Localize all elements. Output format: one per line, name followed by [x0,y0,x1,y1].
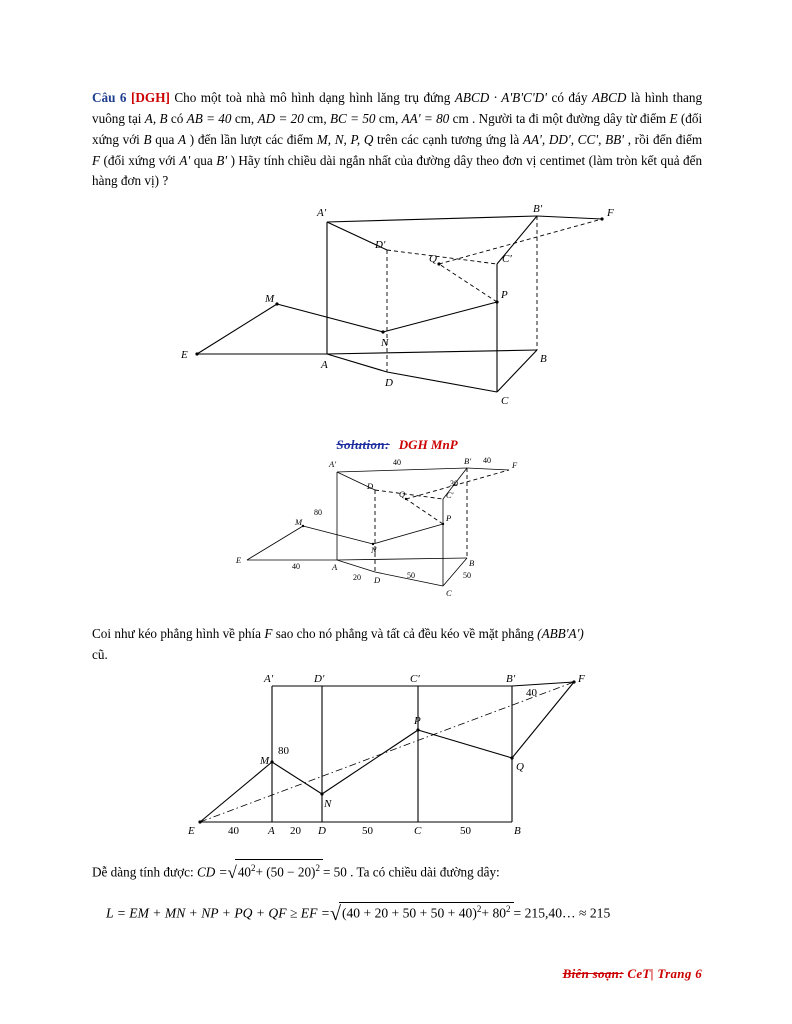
fig3-label-N: N [324,797,332,810]
cd-inner-a: 40 [237,863,251,879]
problem-expr-6: BC = 50 [329,110,376,126]
problem-text-4: có [170,110,184,126]
fig2-label-M: M [295,517,303,528]
fig2-label-D: D [374,575,381,586]
flatten-text-2: sao cho nó phẳng và tất cả đều kéo về mặt phẳng [275,626,534,642]
eq-radicand [339,902,514,922]
problem-text-2: có đáy [551,90,588,105]
problem-text-14: ) Hãy tính chiều [230,152,317,168]
fig3-measure-80: 80 [278,744,289,757]
fig3-label-D: D [318,824,326,837]
fig3-label-A: A [268,824,275,837]
cd-lhs: CD = [196,863,228,879]
fig1-label-C: C [501,395,509,408]
problem-statement [92,88,702,192]
fig3-measure-40-top: 40 [526,686,537,699]
fig2-label-A-prime: A′ [329,459,337,470]
fig3-label-C-prime: C′ [410,673,420,685]
problem-text-3: là hình thang vuông tại [92,90,703,126]
cd-rhs: = 50 [322,863,347,879]
footer-sep: | [650,966,654,981]
footer-prefix: Biên soạn: [562,966,624,981]
sqrt-symbol-2: √ [330,902,341,925]
fig3-label-B: B [514,824,521,837]
fig3-label-B-prime: B′ [506,673,516,685]
problem-expr-2: ABCD [591,90,627,105]
fig3-label-F: F [578,673,585,685]
footer-page-label: Trang [657,966,692,981]
problem-text-5: một đường dây từ điểm [542,110,667,126]
fig2-label-C: C [446,588,452,599]
figure3-svg [182,674,612,844]
problem-text-7: qua [155,131,175,147]
cd-text-2: . Ta có chiều dài đường dây: [350,863,500,879]
problem-expr-13: F [92,152,101,168]
fig3-measure-20: 20 [290,824,301,837]
problem-expr-9: B [143,131,152,147]
problem-text-8: ) đến lần lượt các điểm [189,131,314,147]
problem-expr-11: M, N, P, Q [316,131,374,147]
eq-result: = 215,40… ≈ 215 [513,905,611,921]
fig1-label-E: E [181,349,188,362]
problem-text-10: cạnh tương ứng là [422,131,520,147]
problem-text-1: Cho một toà nhà mô hình dạng hình lăng trụ đứng [174,90,451,105]
footer-page-number: 6 [695,966,702,981]
fig2-label-E: E [236,555,242,566]
eq-lhs: L = EM + MN + NP + PQ + QF ≥ EF = [106,905,330,921]
problem-unit-4: cm . Người ta đi [452,110,539,126]
fig3-label-A-prime: A′ [264,673,274,685]
eq-radicand-a: (40 + 20 + 50 + 50 + 40) [341,905,477,921]
eq-radicand-b: + 80 [481,905,507,921]
solution-tag: DGH MnP [398,437,458,453]
problem-text-11: , rồi đến điểm [627,131,703,147]
fig3-label-P: P [414,714,421,727]
problem-text-15: dài ngắn nhất của đường dây theo đơn vị centimet (làm tròn kết quả đến hàng đơn vị) ? [92,152,703,189]
cd-text-1: Dễ dàng tính được: [92,863,194,879]
eq-exp-a: 2 [476,904,482,915]
fig1-label-N: N [381,337,389,350]
problem-expr-7: AA' = 80 [401,110,450,126]
cd-radicand [235,859,323,883]
fig1-label-D: D [385,377,393,390]
fig3-label-E: E [188,824,195,837]
question-label: Câu 6 [92,90,127,105]
document-content [92,88,702,926]
fig2-label-B-prime: B′ [464,456,472,467]
fig2-measure-f-40: 40 [483,456,491,466]
eq-exp-b: 2 [506,904,511,915]
cd-exp-a: 2 [251,862,256,873]
footer-author: CeT [627,966,651,981]
fig2-label-P: P [446,513,452,524]
fig1-label-A: A [321,359,328,372]
problem-expr-15: B' [216,152,228,168]
fig2-label-Q: Q [399,489,406,500]
fig1-label-P: P [501,289,508,302]
fig3-measure-40: 40 [228,824,239,837]
problem-unit-3: cm, [378,110,399,126]
fig1-label-C-prime: C′ [502,253,512,266]
fig2-label-D-prime: D [367,481,374,492]
fig1-label-Q: Q [429,253,437,266]
fig2-measure-20: 20 [353,573,361,583]
figure1-svg [137,202,657,417]
problem-text-6: (đối xứng với [92,110,703,147]
cd-plus: + (50 − 20) [255,863,316,879]
solution-heading [92,436,702,454]
problem-expr-14: A' [179,152,191,168]
paragraph-flatten [92,623,702,665]
fig2-measure-80: 80 [314,508,322,518]
fig2-label-N: N [371,545,377,556]
problem-unit-2: cm, [307,110,327,126]
fig1-label-M: M [265,293,275,306]
problem-text-9: trên các [377,131,419,147]
problem-unit-1: cm, [234,110,255,126]
figure-prism-3d-measured [92,456,702,611]
figure-unfolded [92,674,702,849]
fig2-measure-top-40: 40 [393,458,401,468]
figure-prism-3d [92,202,702,422]
cd-exp-b: 2 [315,862,320,873]
fig1-label-B-prime: B′ [533,203,543,216]
fig1-label-D-prime: D′ [375,239,386,252]
problem-expr-5: AD = 20 [257,110,304,126]
fig3-label-M: M [260,754,270,767]
fig3-measure-50b: 50 [460,824,471,837]
fig2-label-B: B [469,558,475,569]
problem-text-12: (đối xứng với [103,152,176,168]
flatten-text-1: Coi như kéo phẳng hình về phía [92,626,262,642]
question-tag: [DGH] [131,90,170,105]
flatten-expr-2: (ABB'A') [537,626,584,642]
fig2-measure-50a: 50 [407,571,415,581]
problem-expr-4: AB = 40 [186,110,232,126]
problem-expr-3: A, B [144,110,168,126]
figure2-svg [217,456,577,606]
flatten-expr-1: F [264,626,273,642]
page-footer [563,966,702,982]
fig2-label-F: F [512,460,518,471]
problem-expr-10: A [178,131,187,147]
problem-expr-12: AA', DD', CC', BB' [522,131,625,147]
paragraph-cd [92,859,702,887]
solution-word: Solution: [336,437,390,453]
fig3-label-D-prime: D′ [314,673,325,685]
problem-expr-1: ABCD · A'B'C'D' [454,90,548,105]
fig1-label-A-prime: A′ [317,207,327,220]
fig1-label-B: B [540,353,547,366]
fig1-label-F: F [607,207,614,220]
fig2-measure-50b: 50 [463,571,471,581]
fig3-label-Q: Q [516,760,524,773]
flatten-text-3: cũ. [92,647,108,663]
fig2-label-C-prime: C′ [446,490,454,501]
fig3-measure-50a: 50 [362,824,373,837]
fig2-measure-30: 30 [450,479,458,489]
fig2-measure-left-40: 40 [292,562,300,572]
fig2-label-A: A [332,562,338,573]
final-equation [106,902,702,926]
sqrt-symbol: √ [227,862,237,882]
problem-text-13: qua [193,152,213,168]
fig3-label-C: C [414,824,422,837]
problem-expr-8: E [669,110,678,126]
